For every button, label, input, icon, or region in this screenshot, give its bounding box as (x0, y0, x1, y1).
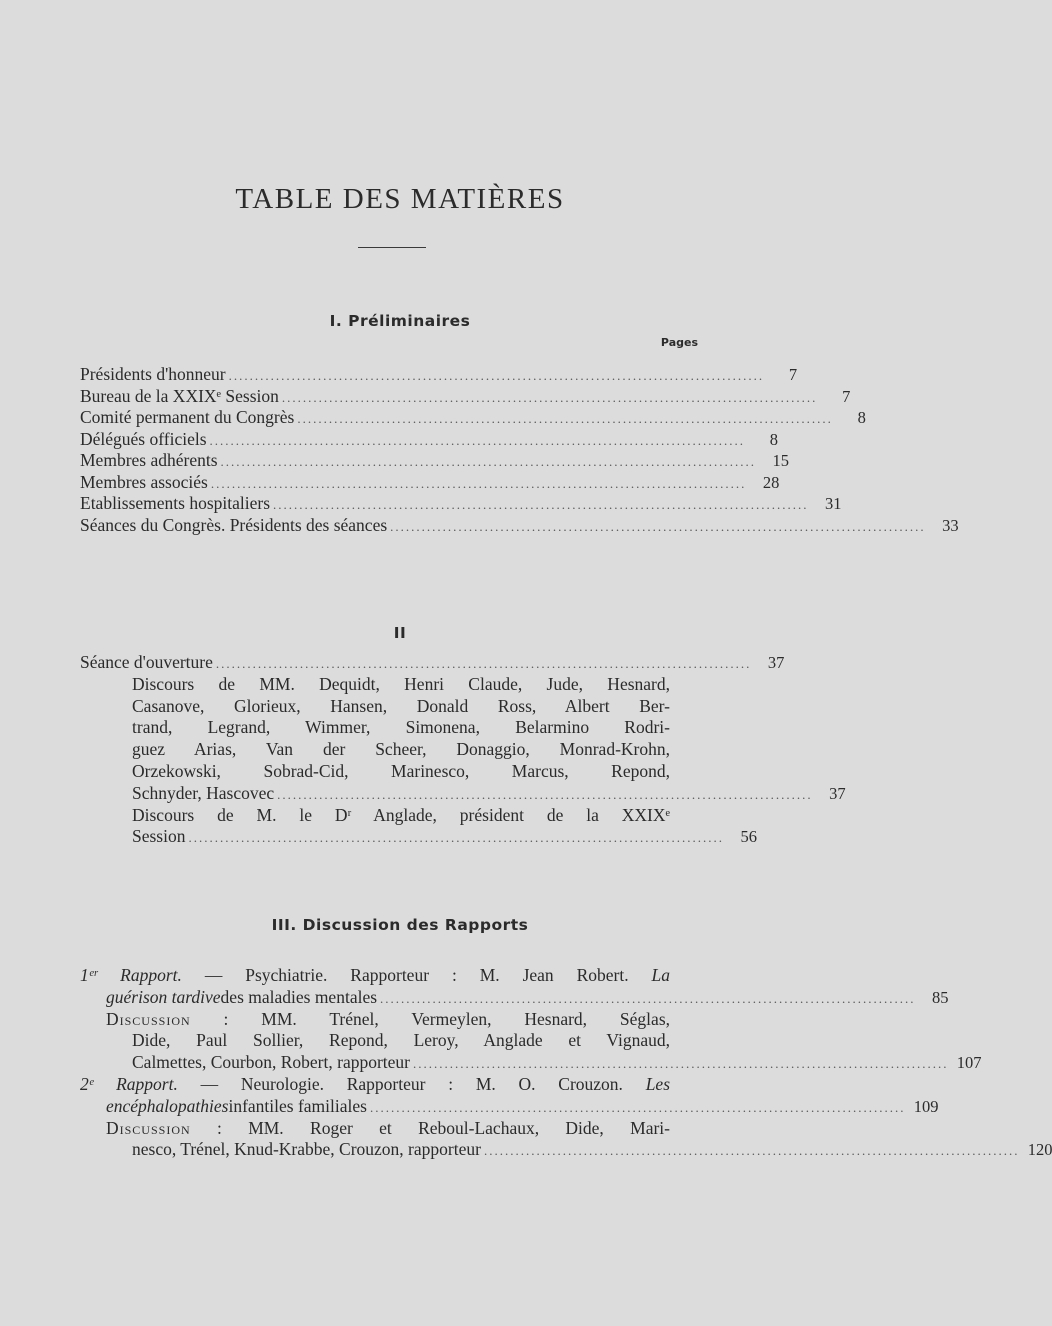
toc-rapport-1-line1 (80, 965, 700, 987)
toc-entry-text: Séances du Congrès. Présidents des séances (80, 514, 388, 535)
rapport-label: Rapport. (116, 1073, 178, 1094)
toc-line-text: guez Arias, Van der Scheer, Donaggio, Monrad-Krohn, (132, 739, 670, 760)
toc-entry-text: Membres associés (80, 471, 208, 492)
toc-entry-text: Comité permanent du Congrès (80, 407, 295, 427)
toc-entry-page: 109 (913, 1096, 939, 1116)
toc-entry-text: Présidents d'honneur (80, 364, 226, 384)
rapport-title-italic: Les (645, 1073, 671, 1094)
toc-line (80, 761, 700, 783)
toc-entry (80, 514, 959, 537)
toc-line-text: Orzekowski, Sobrad-Cid, Marinesco, Marcus, Repond, (132, 760, 670, 781)
toc-section-1 (80, 364, 959, 536)
toc-discussion-2-line2 (80, 1139, 1052, 1161)
toc-entry (80, 493, 842, 515)
section-heading-discussion: III. Discussion des Rapports (271, 916, 529, 934)
toc-entry-seance-ouverture (80, 652, 785, 674)
discussion-label: Discussion (106, 1008, 191, 1029)
toc-entry-page: 31 (825, 494, 842, 513)
toc-entry-page: 37 (829, 783, 846, 803)
toc-entry-page: 33 (942, 515, 959, 535)
toc-entry-text: Séance d'ouverture (80, 652, 213, 672)
leader-dots: ...................................................................................................... (273, 497, 809, 512)
title-rule (358, 247, 426, 248)
toc-entry (80, 471, 780, 494)
rapport-title-italic: guérison tardive (106, 986, 221, 1007)
toc-line (80, 717, 700, 739)
rapport-label: Rapport. (120, 965, 182, 985)
leader-dots: ...................................................................................................... (210, 475, 747, 491)
toc-entry-text: Schnyder, Hascovec (132, 782, 275, 803)
leader-dots: ...................................................................................................... (220, 454, 757, 469)
leader-dots: ...................................................................................................... (297, 411, 833, 426)
leader-dots: ...................................................................................................... (209, 432, 746, 448)
leader-dots: ...................................................................................................... (390, 518, 926, 534)
leader-dots: ...................................................................................................... (215, 656, 752, 671)
toc-entry-page: 7 (788, 365, 798, 384)
toc-entry-discours-last (80, 782, 846, 805)
toc-entry-page: 28 (762, 472, 780, 492)
leader-dots: ...................................................................................................... (277, 786, 813, 802)
discussion-text: : MM. Roger et Reboul-Lachaux, Dide, Mari- (190, 1117, 670, 1138)
toc-discussion-1-line3 (80, 1052, 982, 1074)
toc-entry (80, 407, 866, 429)
rapport-number: 2ᵉ (80, 1073, 94, 1094)
toc-entry-page: 37 (767, 653, 785, 672)
toc-entry-page: 85 (932, 987, 949, 1007)
toc-line-text: trand, Legrand, Wimmer, Simonena, Belarmino Rodri- (132, 717, 670, 738)
toc-entry-page: 15 (772, 451, 790, 470)
toc-line-text: Discours de MM. Dequidt, Henri Claude, Jude, Hesnard, (132, 673, 670, 694)
leader-dots: ...................................................................................................... (281, 389, 818, 405)
toc-entry-page: 8 (857, 408, 866, 427)
toc-line-text (80, 1074, 700, 1096)
toc-entry (80, 385, 851, 408)
toc-discussion-2-line1 (80, 1118, 700, 1140)
toc-entry-page: 7 (842, 386, 851, 406)
toc-line-text (106, 1009, 700, 1031)
section-heading-preliminaires: I. Préliminaires (329, 312, 471, 330)
leader-dots: ...................................................................................................... (413, 1056, 949, 1072)
toc-line-text: Discours de M. le Dʳ Anglade, président de la XXIXᵉ (132, 804, 670, 825)
leader-dots: ...................................................................................................... (228, 368, 765, 383)
discussion-text: Dide, Paul Sollier, Repond, Leroy, Anglade et Vignaud, (132, 1030, 670, 1051)
toc-line-text: Casanove, Glorieux, Hansen, Donald Ross, Albert Ber- (132, 695, 670, 716)
toc-entry-discours-anglade (80, 826, 757, 848)
toc-section-2 (80, 652, 846, 848)
toc-entry-page: 107 (956, 1053, 982, 1073)
toc-entry-page: 8 (769, 429, 779, 449)
toc-section-3 (80, 965, 1052, 1161)
toc-entry-page: 56 (740, 827, 757, 847)
toc-discussion-1-line1 (80, 1009, 700, 1031)
toc-entry (80, 428, 779, 451)
discussion-label: Discussion (106, 1117, 191, 1138)
discussion-text: nesco, Trénel, Knud-Krabbe, Crouzon, rapporteur (132, 1139, 481, 1160)
discussion-text: Calmettes, Courbon, Robert, rapporteur (132, 1052, 410, 1073)
toc-entry-text: Membres adhérents (80, 450, 218, 470)
toc-entry (80, 364, 798, 386)
toc-line (80, 805, 700, 827)
rapport-text: infantiles familiales (228, 1095, 367, 1116)
toc-entry-text: Etablissements hospitaliers (80, 493, 271, 513)
rapport-text: des maladies mentales (220, 986, 378, 1007)
toc-entry-text: Bureau de la XXIXᵉ Session (80, 385, 279, 406)
toc-entry-page: 120 (1027, 1140, 1052, 1160)
toc-entry-text: Session (132, 826, 186, 847)
toc-discussion-1-line2 (80, 1030, 700, 1052)
toc-line-text (80, 965, 700, 987)
toc-entry-text: Délégués officiels (80, 428, 207, 449)
toc-rapport-2-line2 (80, 1095, 939, 1118)
leader-dots: ...................................................................................................... (380, 990, 916, 1006)
toc-line-text (106, 1118, 700, 1140)
page-title: TABLE DES MATIÈRES (235, 183, 565, 215)
rapport-text: — Psychiatrie. Rapporteur : M. Jean Robert. (181, 965, 652, 985)
toc-rapport-2-line1 (80, 1074, 700, 1096)
pages-column-label: Pages (660, 336, 698, 349)
leader-dots: ...................................................................................................... (483, 1143, 1020, 1159)
discussion-text: : MM. Trénel, Vermeylen, Hesnard, Séglas, (190, 1008, 670, 1029)
rapport-text: — Neurologie. Rapporteur : M. O. Crouzon. (177, 1073, 646, 1094)
toc-line (80, 739, 700, 761)
toc-line (80, 674, 700, 696)
toc-line (80, 696, 700, 718)
leader-dots: ...................................................................................................... (188, 830, 724, 846)
leader-dots: ...................................................................................................... (369, 1099, 906, 1115)
toc-entry (80, 450, 790, 472)
rapport-title-italic: encéphalopathies (106, 1095, 229, 1116)
toc-rapport-1-line2 (80, 986, 949, 1009)
rapport-number: 1ᵉʳ (80, 965, 98, 985)
rapport-title-italic: La (651, 965, 670, 985)
section-heading-ii: II (393, 624, 407, 642)
